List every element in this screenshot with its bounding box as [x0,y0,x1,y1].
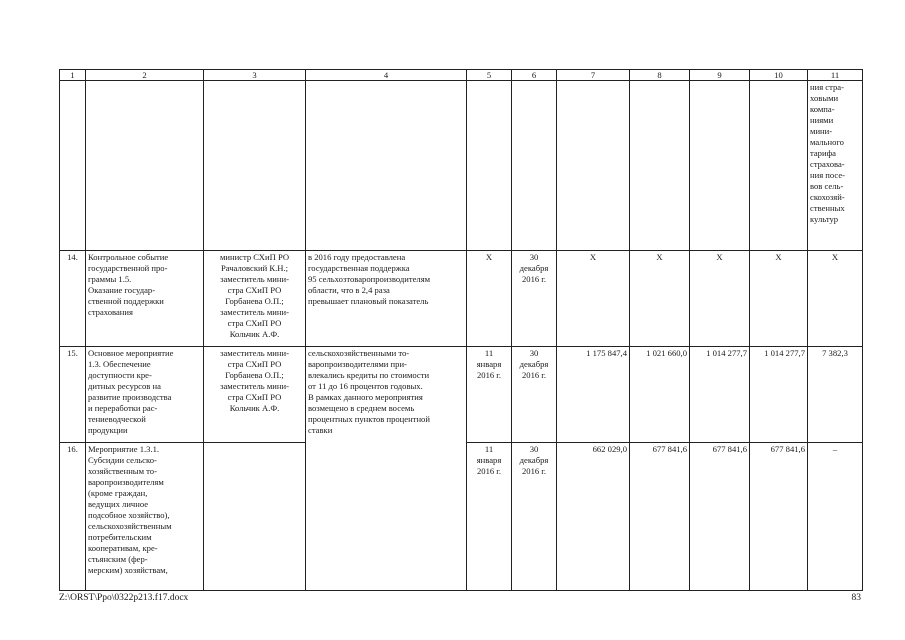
cell-end [512,81,557,251]
cell-c8: X [630,251,690,347]
cell-c9 [690,81,750,251]
header-cell: 11 [808,70,863,81]
cell-responsible [204,443,306,591]
cell-c8 [630,81,690,251]
cell-c9: X [690,251,750,347]
cell-start: X [467,251,512,347]
cell-responsible [204,81,306,251]
header-cell: 1 [60,70,86,81]
cell-name: Основное мероприятие 1.3. Обеспечение доступности кре- дитных ресурсов на развитие производства и переработки рас- тениеводческой продукции [86,347,204,443]
cell-c11: ния стра- ховыми компа- ниями мини- мального тарифа страхова- ния посе- вов сель- скохозяй- ственных культур [808,81,863,251]
header-cell: 10 [750,70,808,81]
cell-end: 30 декабря 2016 г. [512,443,557,591]
cell-num: 16. [60,443,86,591]
cell-start [467,81,512,251]
cell-result: в 2016 году предоставлена государственная поддержка 95 сельхозтоваропроизводителям области, что в 2,4 раза превышает плановый показатель [306,251,467,347]
cell-c11: – [808,443,863,591]
cell-c10 [750,81,808,251]
cell-c11: 7 382,3 [808,347,863,443]
header-cell: 5 [467,70,512,81]
header-cell: 4 [306,70,467,81]
header-cell: 8 [630,70,690,81]
cell-c10: 1 014 277,7 [750,347,808,443]
cell-c9: 677 841,6 [690,443,750,591]
cell-num [60,81,86,251]
cell-start: 11 января 2016 г. [467,347,512,443]
cell-c7: X [557,251,630,347]
header-row [60,70,863,81]
cell-c10: X [750,251,808,347]
cell-end: 30 декабря 2016 г. [512,347,557,443]
header-cell: 6 [512,70,557,81]
header-cell: 9 [690,70,750,81]
cell-c7: 662 029,0 [557,443,630,591]
header-cell: 3 [204,70,306,81]
table-row-continued [60,81,863,251]
cell-end: 30 декабря 2016 г. [512,251,557,347]
cell-c8: 1 021 660,0 [630,347,690,443]
cell-c8: 677 841,6 [630,443,690,591]
cell-start: 11 января 2016 г. [467,443,512,591]
cell-c7: 1 175 847,4 [557,347,630,443]
cell-c11: X [808,251,863,347]
table-row-14 [60,251,863,347]
cell-result: сельскохозяйственными то- варопроизводителями при- влекались кредиты по стоимости от 11 до 16 процентов годовых. В рамках данного мероприятия возмещено в среднем восемь процентных пунктов процентной ставки [306,347,467,591]
cell-c9: 1 014 277,7 [690,347,750,443]
header-cell: 7 [557,70,630,81]
cell-name [86,81,204,251]
cell-responsible: министр СХиП РО Рачаловский К.Н.; заместитель мини- стра СХиП РО Горбанева О.П.; заместитель мини- стра СХиП РО Кольчик А.Ф. [204,251,306,347]
cell-name: Контрольное событие государственной про- граммы 1.5. Оказание государ- ственной поддержки страхования [86,251,204,347]
cell-name: Мероприятие 1.3.1. Субсидии сельско- хозяйственным то- варопроизводителям (кроме граждан, ведущих личное подсобное хозяйство), сельскохозяйственным потребительским кооперативам, кре- стьянским (фер- мерским) хозяйствам, [86,443,204,591]
cell-num: 14. [60,251,86,347]
cell-num: 15. [60,347,86,443]
cell-c7 [557,81,630,251]
file-path: Z:\ORST\Ppo\0322p213.f17.docx [59,593,189,603]
plan-table [59,69,863,591]
page-number: 83 [851,593,861,603]
table-row-15 [60,347,863,443]
cell-c10: 677 841,6 [750,443,808,591]
header-cell: 2 [86,70,204,81]
cell-responsible: заместитель мини- стра СХиП РО Горбанева О.П.; заместитель мини- стра СХиП РО Кольчик А.Ф. [204,347,306,443]
cell-result [306,81,467,251]
